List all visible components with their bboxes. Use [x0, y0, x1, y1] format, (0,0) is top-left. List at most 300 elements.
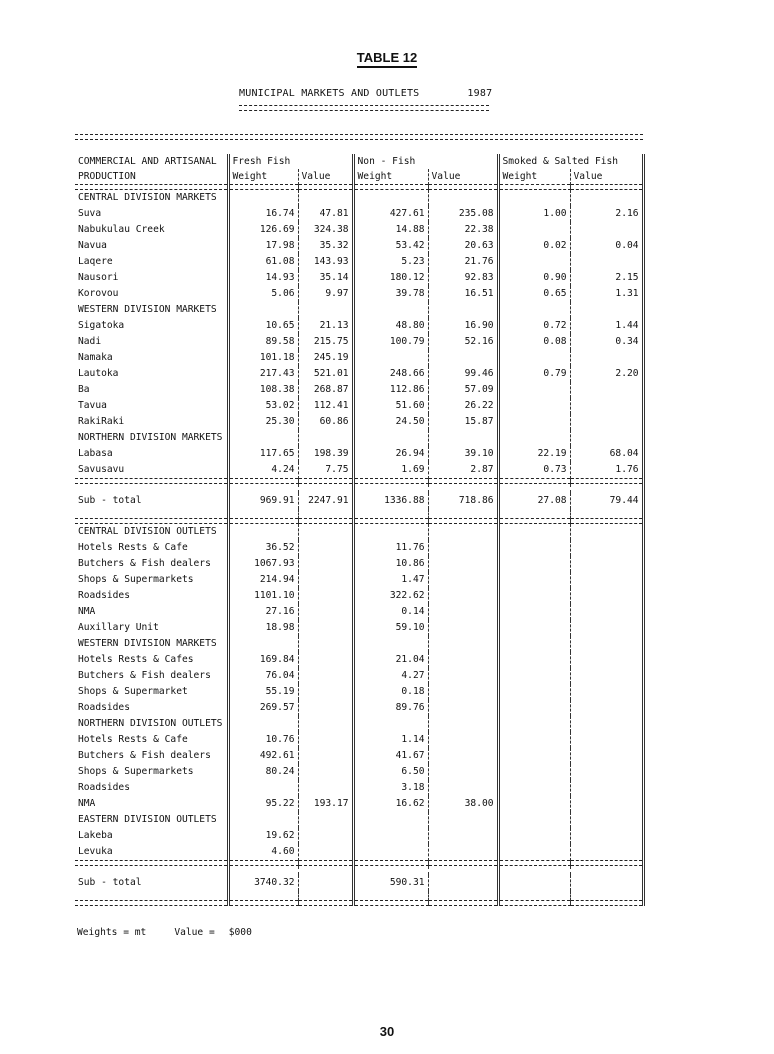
weights-note: Weights = mt	[77, 927, 147, 938]
table-cell: 35.14	[298, 270, 353, 286]
table-cell	[570, 524, 643, 541]
table-cell	[298, 668, 353, 684]
table-cell	[570, 748, 643, 764]
column-header: Value	[428, 169, 498, 185]
table-cell	[353, 636, 428, 652]
table-cell: 3740.32	[228, 875, 298, 891]
table-cell: 4.27	[353, 668, 428, 684]
table-row	[75, 572, 643, 588]
spacer-cell	[75, 484, 228, 494]
row-label: WESTERN DIVISION MARKETS	[78, 638, 217, 649]
table-cell: 39.10	[428, 446, 498, 462]
table-cell: 5.23	[353, 254, 428, 270]
table-cell: 89.58	[228, 334, 298, 350]
table-cell: 22.19	[498, 446, 570, 462]
spacer-cell	[228, 866, 298, 876]
table-cell: 969.91	[228, 493, 298, 509]
table-cell	[570, 350, 643, 366]
table-cell: 36.52	[228, 540, 298, 556]
data-table-wrapper	[75, 134, 643, 906]
value-note: Value =	[174, 927, 215, 938]
row-label: Hotels Rests & Cafe	[78, 542, 188, 553]
table-divider	[75, 901, 643, 906]
spacer-cell	[498, 891, 570, 901]
row-label: Sigatoka	[78, 320, 125, 331]
table-cell	[298, 636, 353, 652]
table-cell: 55.19	[228, 684, 298, 700]
row-label: Butchers & Fish dealers	[78, 670, 211, 681]
table-cell: 25.30	[228, 414, 298, 430]
table-cell	[428, 764, 498, 780]
table-cell	[428, 812, 498, 828]
table-cell	[428, 524, 498, 541]
table-cell	[298, 430, 353, 446]
table-row	[75, 270, 643, 286]
row-label: NORTHERN DIVISION OUTLETS	[78, 718, 223, 729]
table-cell: 7.75	[298, 462, 353, 479]
table-cell	[498, 398, 570, 414]
row-label: Roadsides	[78, 782, 130, 793]
table-cell	[298, 540, 353, 556]
header-production: PRODUCTION	[78, 171, 136, 182]
table-cell: 15.87	[428, 414, 498, 430]
table-cell: 2247.91	[298, 493, 353, 509]
table-cell	[298, 588, 353, 604]
table-cell	[498, 668, 570, 684]
table-cell	[428, 636, 498, 652]
table-cell	[570, 668, 643, 684]
table-cell	[428, 652, 498, 668]
table-cell	[228, 636, 298, 652]
table-cell: 59.10	[353, 620, 428, 636]
table-cell	[570, 572, 643, 588]
row-label: EASTERN DIVISION OUTLETS	[78, 814, 217, 825]
table-cell: 0.72	[498, 318, 570, 334]
table-cell	[353, 190, 428, 207]
subtotal-row-markets	[75, 493, 643, 509]
table-cell: 16.51	[428, 286, 498, 302]
table-cell	[298, 875, 353, 891]
table-cell	[428, 588, 498, 604]
table-cell: 21.76	[428, 254, 498, 270]
table-cell	[353, 524, 428, 541]
row-label: NMA	[78, 798, 96, 809]
table-row	[75, 524, 643, 541]
table-cell	[498, 556, 570, 572]
table-cell	[428, 732, 498, 748]
row-label: NMA	[78, 606, 96, 617]
table-row	[75, 540, 643, 556]
table-row	[75, 382, 643, 398]
table-title: TABLE 12	[0, 50, 774, 65]
table-cell	[298, 620, 353, 636]
table-cell	[353, 350, 428, 366]
table-cell: 80.24	[228, 764, 298, 780]
table-cell: 268.87	[298, 382, 353, 398]
table-cell: 0.04	[570, 238, 643, 254]
table-cell: 180.12	[353, 270, 428, 286]
table-row	[75, 206, 643, 222]
table-cell	[298, 572, 353, 588]
spacer-cell	[428, 484, 498, 494]
table-cell: 2.87	[428, 462, 498, 479]
table-cell: 0.34	[570, 334, 643, 350]
table-cell: 1067.93	[228, 556, 298, 572]
table-cell	[498, 430, 570, 446]
table-spacer	[75, 484, 643, 494]
table-cell: 47.81	[298, 206, 353, 222]
table-cell: 492.61	[228, 748, 298, 764]
table-cell: 193.17	[298, 796, 353, 812]
spacer-cell	[498, 509, 570, 519]
table-cell: 16.90	[428, 318, 498, 334]
subtitle-underline	[239, 105, 489, 111]
table-row	[75, 668, 643, 684]
table-cell: 53.02	[228, 398, 298, 414]
table-cell: 22.38	[428, 222, 498, 238]
table-cell	[570, 780, 643, 796]
table-cell	[498, 222, 570, 238]
table-cell: 427.61	[353, 206, 428, 222]
table-cell	[498, 572, 570, 588]
table-cell: 0.18	[353, 684, 428, 700]
table-row	[75, 398, 643, 414]
table-cell: 38.00	[428, 796, 498, 812]
table-cell	[228, 430, 298, 446]
table-cell	[228, 524, 298, 541]
divider-cell	[498, 901, 570, 906]
table-cell: 117.65	[228, 446, 298, 462]
table-cell: 101.18	[228, 350, 298, 366]
table-cell	[570, 732, 643, 748]
table-cell	[298, 764, 353, 780]
table-row	[75, 716, 643, 732]
table-cell	[570, 190, 643, 207]
table-cell	[570, 875, 643, 891]
table-row	[75, 222, 643, 238]
table-cell: 1.76	[570, 462, 643, 479]
table-cell: 61.08	[228, 254, 298, 270]
table-cell	[298, 828, 353, 844]
table-cell: 248.66	[353, 366, 428, 382]
table-row	[75, 414, 643, 430]
column-header: Value	[298, 169, 353, 185]
table-row	[75, 286, 643, 302]
spacer-cell	[353, 891, 428, 901]
table-cell	[498, 844, 570, 861]
row-label: RakiRaki	[78, 416, 125, 427]
table-cell: 143.93	[298, 254, 353, 270]
table-cell: 92.83	[428, 270, 498, 286]
row-label: Shops & Supermarkets	[78, 574, 194, 585]
table-cell	[570, 684, 643, 700]
table-cell: 11.76	[353, 540, 428, 556]
table-cell	[428, 844, 498, 861]
table-cell	[353, 844, 428, 861]
table-cell	[498, 540, 570, 556]
table-cell: 2.20	[570, 366, 643, 382]
table-cell	[570, 796, 643, 812]
table-cell	[570, 828, 643, 844]
table-row	[75, 350, 643, 366]
table-row	[75, 366, 643, 382]
table-cell: 0.79	[498, 366, 570, 382]
table-cell	[498, 302, 570, 318]
row-label: Roadsides	[78, 702, 130, 713]
table-cell: 324.38	[298, 222, 353, 238]
table-cell: 126.69	[228, 222, 298, 238]
table-cell	[428, 572, 498, 588]
row-label: Auxillary Unit	[78, 622, 159, 633]
table-cell	[498, 382, 570, 398]
table-cell	[298, 844, 353, 861]
table-cell	[428, 748, 498, 764]
table-row	[75, 652, 643, 668]
table-row	[75, 254, 643, 270]
spacer-cell	[570, 866, 643, 876]
row-label: Labasa	[78, 448, 113, 459]
table-cell	[428, 540, 498, 556]
table-cell: 215.75	[298, 334, 353, 350]
table-cell	[570, 540, 643, 556]
spacer-cell	[353, 866, 428, 876]
column-header: Value	[570, 169, 643, 185]
table-cell	[428, 350, 498, 366]
table-cell: 41.67	[353, 748, 428, 764]
table-cell	[428, 828, 498, 844]
table-cell: 1.44	[570, 318, 643, 334]
table-row	[75, 828, 643, 844]
table-cell: 95.22	[228, 796, 298, 812]
table-cell	[498, 732, 570, 748]
table-cell	[298, 716, 353, 732]
spacer-cell	[75, 891, 228, 901]
table-cell	[428, 556, 498, 572]
header-row-columns	[75, 169, 643, 185]
row-label: Navua	[78, 240, 107, 251]
table-cell	[428, 430, 498, 446]
table-cell: 235.08	[428, 206, 498, 222]
spacer-cell	[498, 484, 570, 494]
table-cell: 14.88	[353, 222, 428, 238]
table-cell: 16.74	[228, 206, 298, 222]
table-cell	[353, 828, 428, 844]
table-row	[75, 700, 643, 716]
table-row	[75, 334, 643, 350]
row-label: Shops & Supermarket	[78, 686, 188, 697]
header-group-non-fish: Non - Fish	[353, 154, 498, 169]
divider-cell	[75, 901, 228, 906]
spacer-cell	[298, 484, 353, 494]
divider-cell	[353, 901, 428, 906]
table-cell	[428, 190, 498, 207]
table-spacer	[75, 891, 643, 901]
table-row	[75, 684, 643, 700]
table-cell: 14.93	[228, 270, 298, 286]
table-cell: 1.00	[498, 206, 570, 222]
table-spacer	[75, 509, 643, 519]
row-label: Laqere	[78, 256, 113, 267]
spacer-cell	[570, 509, 643, 519]
table-cell	[570, 652, 643, 668]
spacer-cell	[298, 866, 353, 876]
header-row-groups	[75, 154, 643, 169]
table-cell	[428, 700, 498, 716]
table-cell: 521.01	[298, 366, 353, 382]
table-cell	[428, 716, 498, 732]
table-cell	[428, 875, 498, 891]
table-cell: 198.39	[298, 446, 353, 462]
table-cell: 1.69	[353, 462, 428, 479]
table-cell	[498, 700, 570, 716]
table-cell	[570, 764, 643, 780]
divider-cell	[228, 901, 298, 906]
table-row	[75, 764, 643, 780]
table-cell	[228, 190, 298, 207]
row-label: Lautoka	[78, 368, 119, 379]
table-cell	[498, 652, 570, 668]
table-cell	[498, 414, 570, 430]
table-cell	[298, 748, 353, 764]
table-cell: 53.42	[353, 238, 428, 254]
row-label: Sub - total	[78, 495, 142, 506]
table-cell	[428, 668, 498, 684]
column-header: Weight	[228, 169, 298, 185]
table-cell	[570, 588, 643, 604]
divider-cell	[570, 901, 643, 906]
table-cell: 322.62	[353, 588, 428, 604]
table-cell	[498, 620, 570, 636]
table-row	[75, 812, 643, 828]
row-label: Nadi	[78, 336, 102, 347]
table-cell	[570, 812, 643, 828]
table-spacer	[75, 866, 643, 876]
table-row	[75, 446, 643, 462]
table-cell: 79.44	[570, 493, 643, 509]
spacer-cell	[428, 509, 498, 519]
table-cell	[428, 620, 498, 636]
row-label: Nabukulau Creek	[78, 224, 165, 235]
table-cell: 4.24	[228, 462, 298, 479]
spacer-cell	[428, 866, 498, 876]
table-cell: 27.16	[228, 604, 298, 620]
row-label: CENTRAL DIVISION OUTLETS	[78, 526, 217, 537]
page-number: 30	[379, 1024, 395, 1039]
row-label: WESTERN DIVISION MARKETS	[78, 304, 217, 315]
table-cell	[298, 812, 353, 828]
row-label: Butchers & Fish dealers	[78, 558, 211, 569]
table-cell	[498, 588, 570, 604]
spacer-cell	[570, 891, 643, 901]
table-cell: 51.60	[353, 398, 428, 414]
table-cell	[498, 764, 570, 780]
table-cell	[570, 556, 643, 572]
table-cell	[570, 636, 643, 652]
table-cell: 1.14	[353, 732, 428, 748]
table-cell	[570, 844, 643, 861]
table-cell: 169.84	[228, 652, 298, 668]
table-row	[75, 604, 643, 620]
table-cell: 48.80	[353, 318, 428, 334]
table-cell	[298, 190, 353, 207]
table-cell: 4.60	[228, 844, 298, 861]
table-cell: 57.09	[428, 382, 498, 398]
table-cell	[298, 732, 353, 748]
table-cell: 245.19	[298, 350, 353, 366]
spacer-cell	[353, 509, 428, 519]
header-category: COMMERCIAL AND ARTISANAL	[78, 156, 217, 167]
header-group-fresh-fish: Fresh Fish	[228, 154, 353, 169]
table-cell: 269.57	[228, 700, 298, 716]
table-cell	[298, 524, 353, 541]
table-cell: 19.62	[228, 828, 298, 844]
table-row	[75, 318, 643, 334]
table-row	[75, 636, 643, 652]
table-cell: 1.47	[353, 572, 428, 588]
spacer-cell	[570, 484, 643, 494]
spacer-cell	[353, 484, 428, 494]
table-cell: 0.08	[498, 334, 570, 350]
table-cell: 17.98	[228, 238, 298, 254]
table-cell: 1.31	[570, 286, 643, 302]
spacer-cell	[75, 509, 228, 519]
table-cell: 5.06	[228, 286, 298, 302]
table-cell: 18.98	[228, 620, 298, 636]
table-cell: 718.86	[428, 493, 498, 509]
table-cell	[570, 620, 643, 636]
spacer-cell	[75, 866, 228, 876]
table-cell: 3.18	[353, 780, 428, 796]
divider-cell	[428, 901, 498, 906]
divider-cell	[298, 901, 353, 906]
table-cell	[498, 604, 570, 620]
row-label: Ba	[78, 384, 90, 395]
spacer-cell	[228, 509, 298, 519]
table-row	[75, 588, 643, 604]
table-cell	[498, 780, 570, 796]
table-cell: 68.04	[570, 446, 643, 462]
table-cell	[498, 716, 570, 732]
table-top-rule	[75, 134, 643, 140]
table-cell: 100.79	[353, 334, 428, 350]
table-row	[75, 190, 643, 207]
table-row	[75, 748, 643, 764]
subtitle-text: MUNICIPAL MARKETS AND OUTLETS	[239, 88, 420, 99]
table-cell	[298, 604, 353, 620]
table-cell	[353, 430, 428, 446]
table-cell	[353, 302, 428, 318]
table-cell	[498, 828, 570, 844]
table-row	[75, 780, 643, 796]
row-label: Levuka	[78, 846, 113, 857]
table-cell: 2.16	[570, 206, 643, 222]
spacer-cell	[228, 891, 298, 901]
table-cell: 21.13	[298, 318, 353, 334]
table-row	[75, 430, 643, 446]
subtotal-row-outlets	[75, 875, 643, 891]
table-cell: 10.76	[228, 732, 298, 748]
row-label: Nausori	[78, 272, 119, 283]
table-cell	[498, 812, 570, 828]
table-row	[75, 238, 643, 254]
table-cell	[428, 604, 498, 620]
table-cell	[298, 700, 353, 716]
table-cell	[570, 254, 643, 270]
table-cell	[570, 414, 643, 430]
table-cell	[498, 748, 570, 764]
table-cell: 24.50	[353, 414, 428, 430]
table-cell: 39.78	[353, 286, 428, 302]
